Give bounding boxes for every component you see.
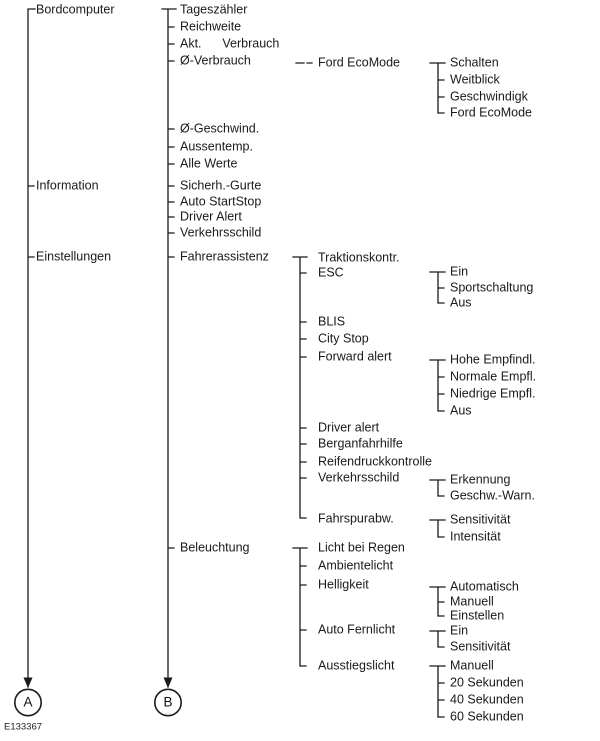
forward-alert-subtrunk (430, 360, 445, 411)
submenu-item-ambientelicht: Ambientelicht (318, 558, 394, 573)
connector-label-b: B (163, 694, 173, 710)
submenu-item-berganfahrhilfe: Berganfahrhilfe (318, 436, 403, 451)
submenu-item-city-stop: City Stop (318, 331, 369, 346)
option-vs-erkennung: Erkennung (450, 472, 511, 487)
option-asl-20-sekunden: 20 Sekunden (450, 675, 524, 690)
option-fa-niedrige-empfl: Niedrige Empfl. (450, 386, 536, 401)
menu-item-aussentemp: Aussentemp. (180, 139, 253, 154)
ecomode-subtrunk (430, 63, 445, 113)
menu-item-fahrerassistenz: Fahrerassistenz (180, 249, 269, 264)
option-fa-hohe-empfindl: Hohe Empfindl. (450, 352, 536, 367)
arrow-down-icon (24, 678, 33, 689)
esc-subtrunk (430, 272, 445, 303)
option-hell-automatisch: Automatisch (450, 579, 519, 594)
ausstiegslicht-subtrunk (430, 666, 445, 717)
submenu-item-ford-ecomode: Ford EcoMode (318, 55, 400, 70)
submenu-item-ausstiegslicht: Ausstiegslicht (318, 658, 395, 673)
submenu-item-forward-alert: Forward alert (318, 349, 392, 364)
menu-item-akt-verbrauch: Akt. Verbrauch (180, 36, 280, 51)
option-ecomode-ford-ecomode: Ford EcoMode (450, 105, 532, 120)
menu-item-o-verbrauch: Ø-Verbrauch (180, 53, 251, 68)
option-esc-ein: Ein (450, 264, 469, 279)
arrow-down-icon (164, 678, 173, 689)
option-ecomode-weitblick: Weitblick (450, 72, 500, 87)
option-hell-einstellen: Einstellen (450, 608, 505, 623)
option-fsa-sensitivitaet: Sensitivität (450, 512, 511, 527)
submenu-item-driver-alert: Driver alert (318, 420, 380, 435)
submenu-item-blis: BLIS (318, 314, 346, 329)
figure-code: E133367 (4, 721, 43, 733)
menu-item-tageszaehler: Tageszähler (180, 2, 248, 17)
option-asl-manuell: Manuell (450, 658, 494, 673)
option-afl-ein: Ein (450, 623, 469, 638)
submenu-item-licht-bei-regen: Licht bei Regen (318, 540, 405, 555)
option-afl-sensitivitaet: Sensitivität (450, 639, 511, 654)
menu-item-o-geschwind: Ø-Geschwind. (180, 121, 260, 136)
submenu-item-esc: ESC (318, 265, 344, 280)
beleuchtung-subtrunk (293, 548, 307, 666)
auto-fernlicht-subtrunk (430, 631, 445, 647)
submenu-item-reifendruckkontrolle: Reifendruckkontrolle (318, 454, 432, 469)
level2-trunk (155, 9, 181, 716)
submenu-item-verkehrsschild: Verkehrsschild (318, 470, 400, 485)
menu-item-driver-alert: Driver Alert (180, 209, 242, 224)
submenu-item-auto-fernlicht: Auto Fernlicht (318, 622, 396, 637)
option-asl-40-sekunden: 40 Sekunden (450, 692, 524, 707)
connector-label-a: A (23, 694, 33, 710)
option-ecomode-geschwindigk: Geschwindigk (450, 89, 528, 104)
menu-item-verkehrsschild: Verkehrsschild (180, 225, 262, 240)
option-fa-normale-empfl: Normale Empfl. (450, 369, 537, 384)
fahrerassistenz-subtrunk (293, 257, 307, 518)
verkehrsschild-subtrunk (430, 480, 445, 496)
option-vs-geschw-warn: Geschw.-Warn. (450, 488, 535, 503)
helligkeit-subtrunk (430, 587, 445, 616)
option-esc-aus: Aus (450, 295, 472, 310)
fahrspurabw-subtrunk (430, 520, 445, 537)
menu-item-bordcomputer: Bordcomputer (36, 2, 115, 17)
menu-item-auto-startstop: Auto StartStop (180, 194, 262, 209)
menu-item-beleuchtung: Beleuchtung (180, 540, 250, 555)
menu-item-information: Information (36, 178, 99, 193)
option-esc-sportschaltung: Sportschaltung (450, 280, 534, 295)
option-ecomode-schalten: Schalten (450, 55, 499, 70)
submenu-item-helligkeit: Helligkeit (318, 577, 369, 592)
menu-item-sicherh-gurte: Sicherh.-Gurte (180, 178, 262, 193)
option-hell-manuell: Manuell (450, 594, 494, 609)
level1-trunk (15, 9, 41, 716)
submenu-item-fahrspurabw: Fahrspurabw. (318, 511, 394, 526)
menu-item-einstellungen: Einstellungen (36, 249, 112, 264)
submenu-item-traktionskontr: Traktionskontr. (318, 250, 400, 265)
option-fa-aus: Aus (450, 403, 472, 418)
option-fsa-intensitaet: Intensität (450, 529, 501, 544)
menu-item-alle-werte: Alle Werte (180, 156, 238, 171)
menu-item-reichweite: Reichweite (180, 19, 242, 34)
option-asl-60-sekunden: 60 Sekunden (450, 709, 524, 724)
